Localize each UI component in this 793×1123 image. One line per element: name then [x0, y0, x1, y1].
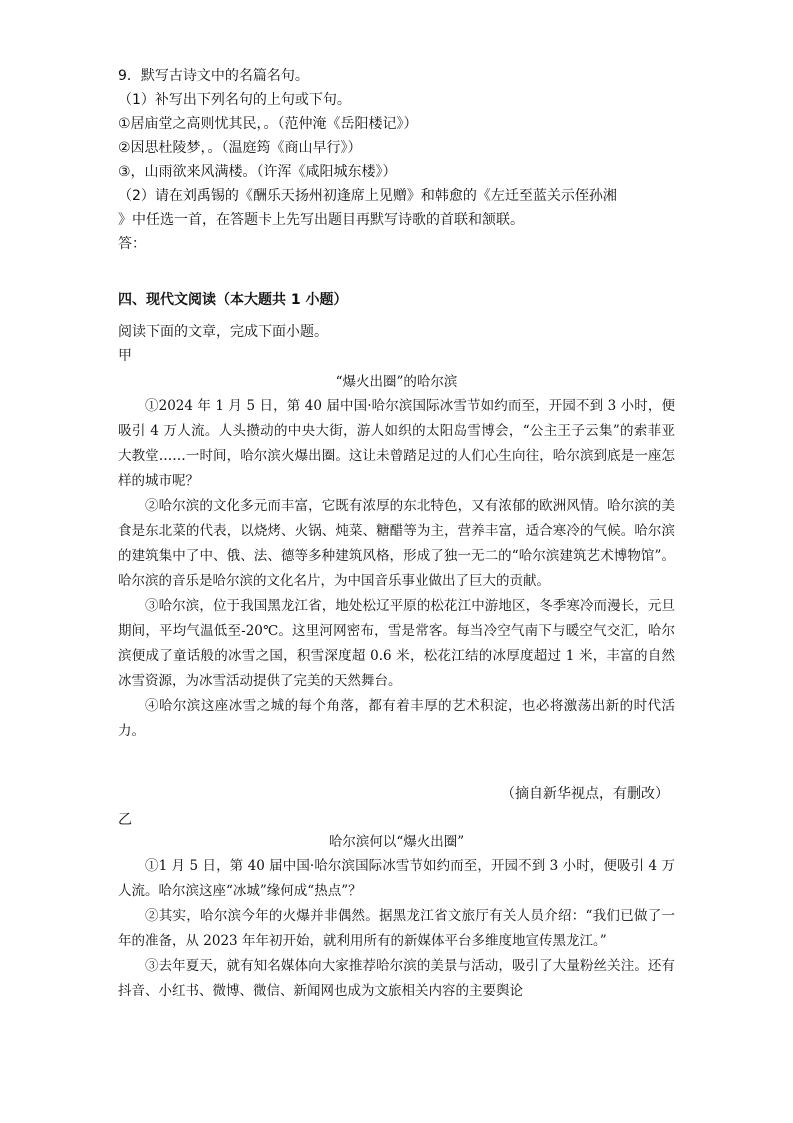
q9-item2: ②因思杜陵梦，。（温庭筠《商山早行》）: [118, 140, 362, 156]
section4-instruction: 阅读下面的文章，完成下面小题。: [118, 324, 328, 340]
article-b-title: 哈尔滨何以“爆火出圈”: [328, 834, 465, 850]
q9-item1: ①居庙堂之高则忧其民，。（范仲淹《岳阳楼记》）: [118, 116, 418, 132]
q9-sub2-line2: 》中任选一首，在答题卡上先写出题目再默写诗歌的首联和颔联。: [118, 212, 524, 228]
section4-heading: 四、现代文阅读（本大题共 1 小题）: [118, 292, 348, 308]
q9-title: 9．默写古诗文中的名篇名句。: [118, 68, 309, 84]
article-a-paragraph: ④哈尔滨这座冰雪之城的每个角落，都有着丰厚的艺术积淀，也必将激荡出新的时代活力。: [118, 698, 675, 739]
article-a-body: [118, 394, 675, 744]
article-b-body: [118, 854, 675, 1004]
article-a-paragraph: ③哈尔滨，位于我国黑龙江省，地处松辽平原的松花江中游地区，冬季寒冷而漫长，元旦期间，平均气温低至-20℃。这里河网密布，雪是常客。每当冷空气南下与暖空气交汇，哈尔滨便成了童话般的冰雪之国，积雪深度超 0.6 米，松花江结的冰厚度超过 1 米，丰富的自然冰雪资源，为冰雪活动提供了完美的天然舞台。: [118, 598, 675, 689]
article-a-label: 甲: [118, 348, 132, 364]
article-b-paragraph: ①1 月 5 日，第 40 届中国·哈尔滨国际冰雪节如约而至，开园不到 3 小时，便吸引 4 万人流。哈尔滨这座“冰城”缘何成“热点”？: [118, 858, 675, 899]
q9-answer: 答：: [118, 236, 146, 252]
article-a-paragraph: ②哈尔滨的文化多元而丰富，它既有浓厚的东北特色，又有浓郁的欧洲风情。哈尔滨的美食是东北菜的代表，以烧烤、火锅、炖菜、糖醋等为主，营养丰富，适合寒冷的气候。哈尔滨的建筑集中了中、俄、法、德等多种建筑风格，形成了独一无二的“哈尔滨建筑艺术博物馆”。哈尔滨的音乐是哈尔滨的文化名片，为中国音乐事业做出了巨大的贡献。: [118, 498, 675, 589]
article-b-paragraph: ③去年夏天，就有知名媒体向大家推荐哈尔滨的美景与活动，吸引了大量粉丝关注。还有抖音、小红书、微博、微信、新闻网也成为文旅相关内容的主要舆论: [118, 958, 675, 999]
q9-item3: ③，山雨欲来风满楼。（许浑《咸阳城东楼》）: [118, 164, 397, 180]
article-b-paragraph: ②其实，哈尔滨今年的火爆并非偶然。据黑龙江省文旅厅有关人员介绍：“我们已做了一年的准备，从 2023 年年初开始，就利用所有的新媒体平台多维度地宣传黑龙江。”: [118, 908, 675, 949]
q9-sub2-line1: （2）请在刘禹锡的《酬乐天扬州初逢席上见赠》和韩愈的《左迁至蓝关示侄孙湘: [118, 188, 617, 204]
q9-sub1: （1）补写出下列名句的上句或下句。: [118, 92, 351, 108]
article-a-paragraph: ①2024 年 1 月 5 日，第 40 届中国·哈尔滨国际冰雪节如约而至，开园不到 3 小时，便吸引 4 万人流。人头攒动的中央大街，游人如织的太阳岛雪博会，“公主王子云集”的索菲亚大教堂……一时间，哈尔滨火爆出圈。这让未曾踏足过的人们心生向往，哈尔滨到底是一座怎样的城市呢？: [118, 398, 675, 489]
article-a-source: （摘自新华视点，有删改）: [501, 786, 669, 802]
article-a-title: “爆火出圈”的哈尔滨: [335, 374, 458, 390]
article-b-label: 乙: [118, 812, 132, 828]
